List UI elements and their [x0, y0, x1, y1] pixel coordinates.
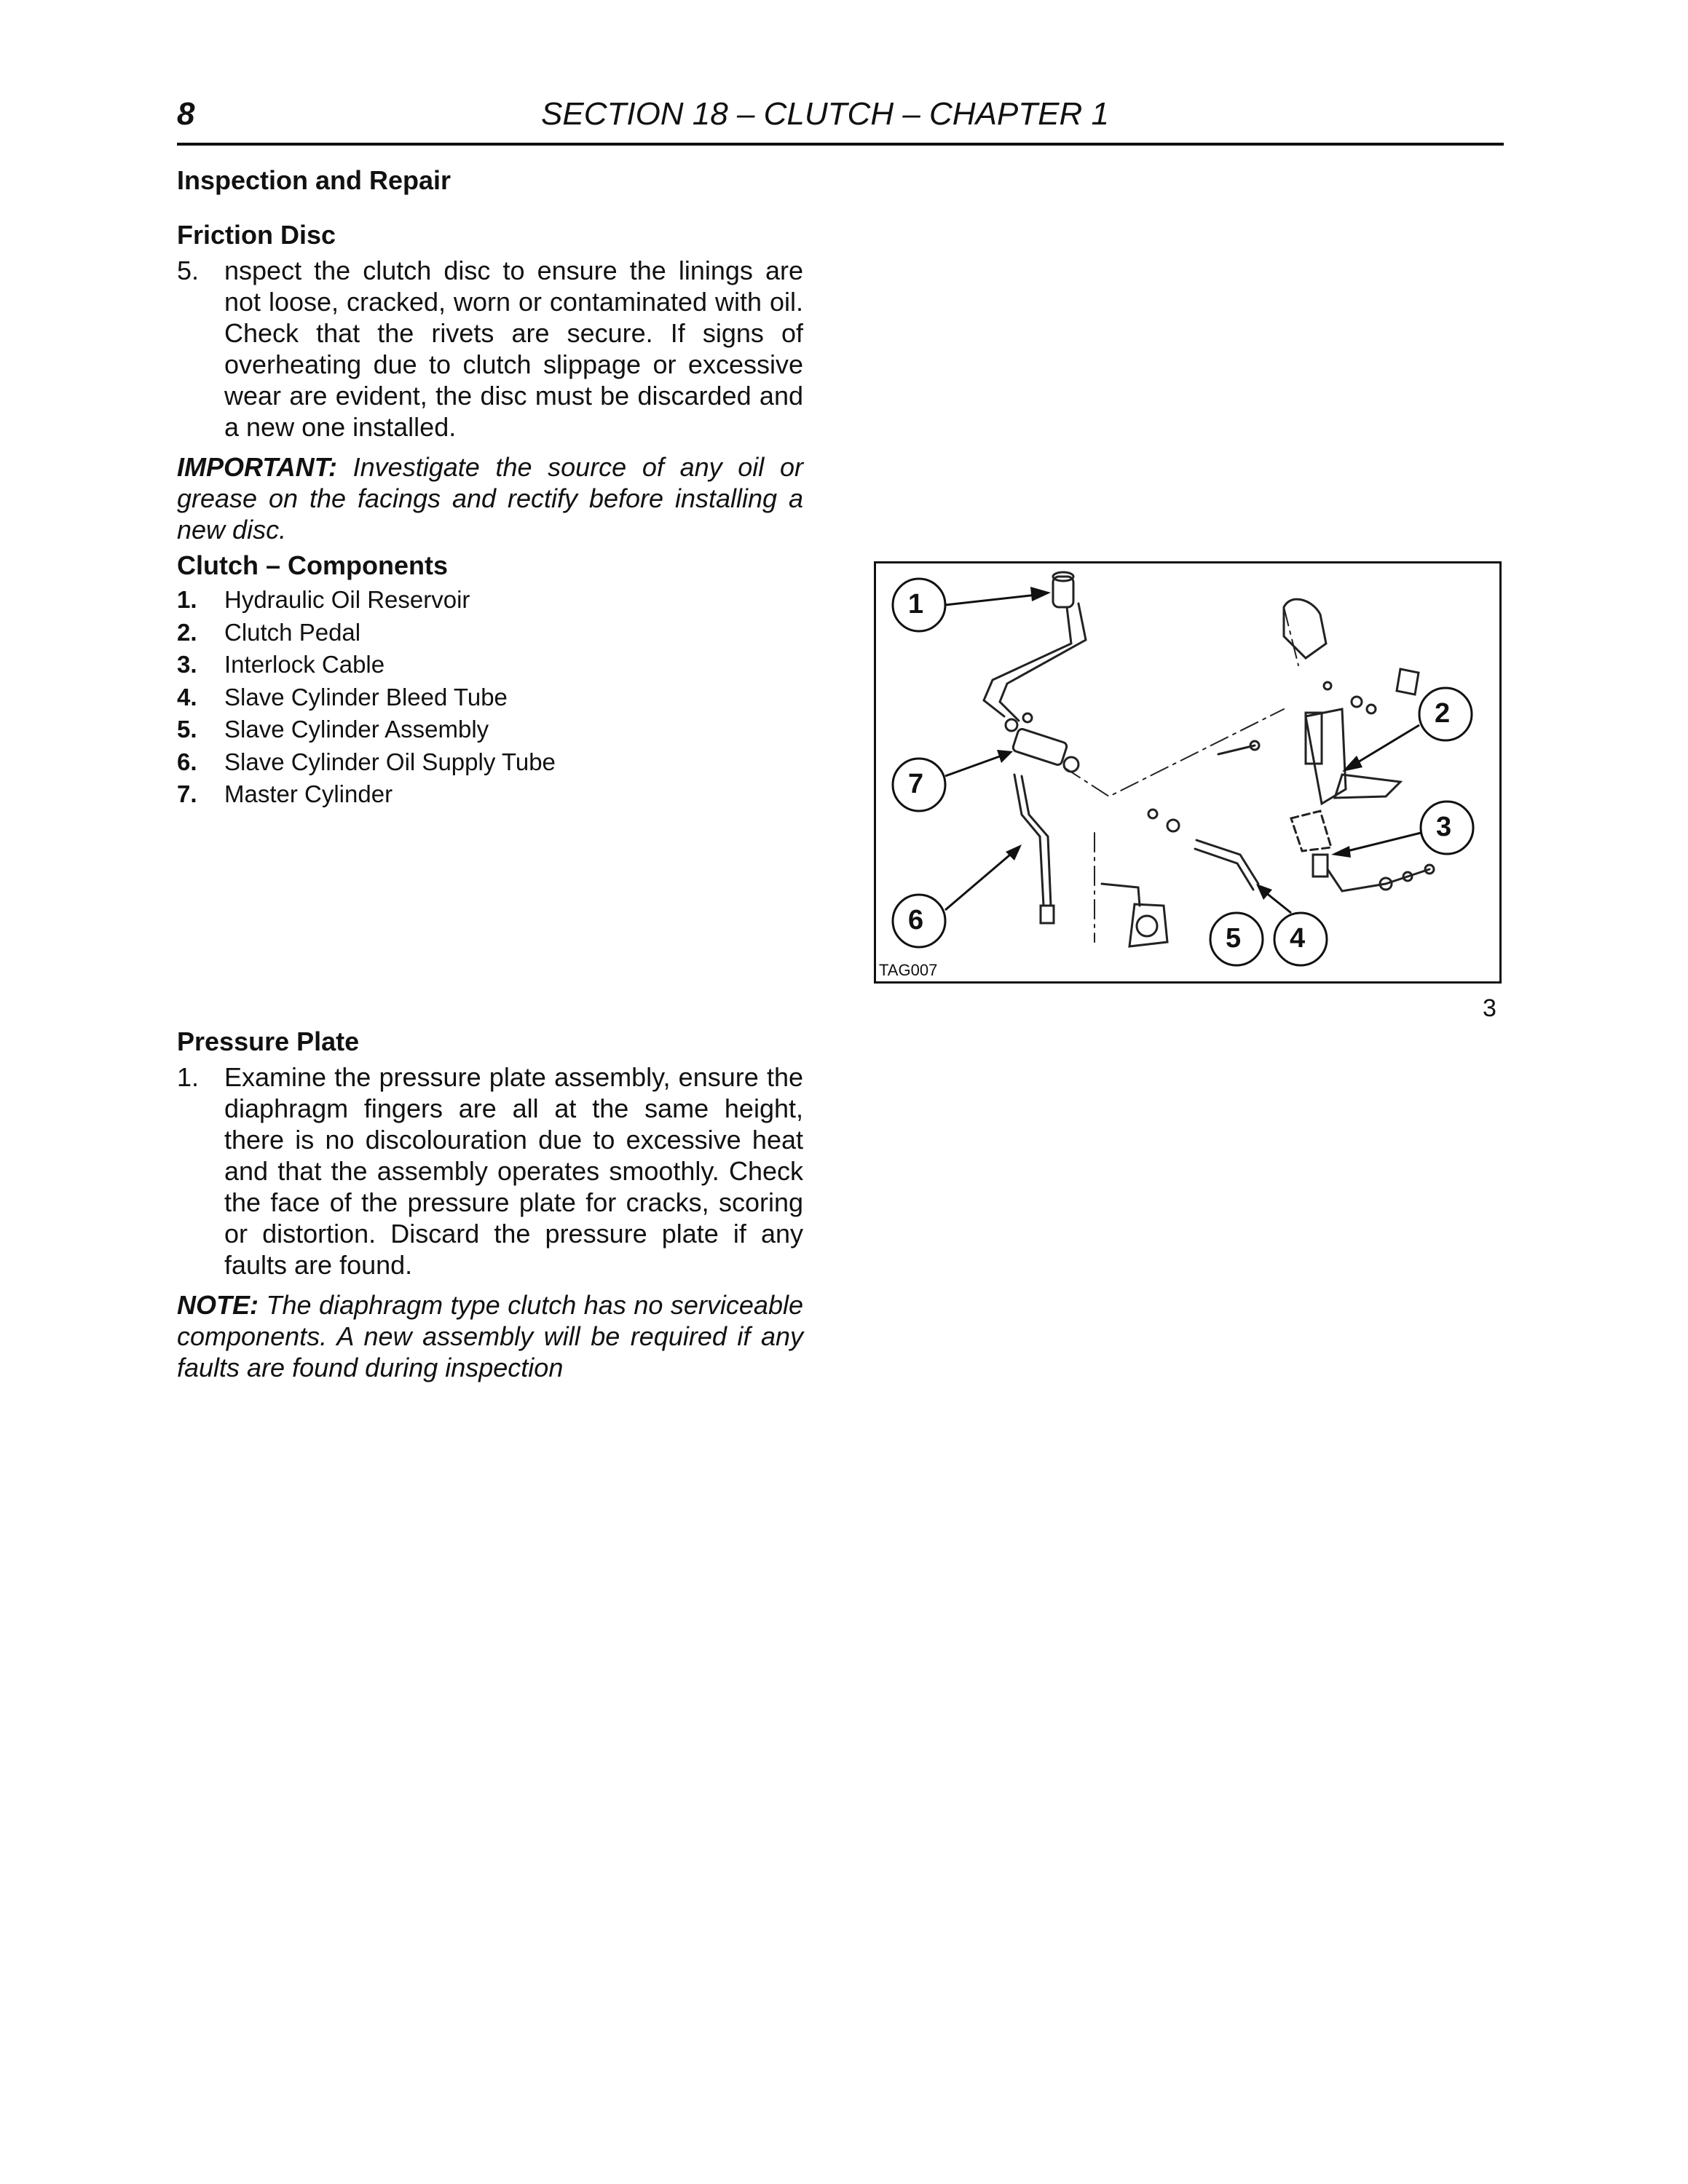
- important-label: IMPORTANT:: [177, 452, 337, 482]
- clutch-diagram-drawing: [876, 563, 1499, 981]
- list-item: 2. Clutch Pedal: [177, 618, 361, 646]
- section-title: SECTION 18 – CLUTCH – CHAPTER 1: [541, 96, 1109, 132]
- pressure-plate-step: [177, 1061, 803, 1281]
- clutch-components-figure: [874, 561, 1502, 984]
- callout-4: 4: [1290, 923, 1306, 954]
- callout-7: 7: [908, 769, 924, 799]
- page-header: [177, 90, 1504, 146]
- friction-disc-step: [177, 255, 803, 443]
- note-text: The diaphragm type clutch has no serviceable components. A new assembly will be required if any faults are found during inspection: [177, 1290, 803, 1382]
- figure-number: 3: [1483, 994, 1496, 1022]
- friction-disc-heading: Friction Disc: [177, 220, 336, 250]
- page-number: 8: [177, 96, 195, 132]
- step-number: 5.: [177, 256, 200, 285]
- list-item: 5. Slave Cylinder Assembly: [177, 716, 489, 743]
- step-number: 1.: [177, 1062, 200, 1092]
- important-text: Investigate the source of any oil or grease on the facings and rectify before installing a new disc.: [177, 452, 803, 545]
- list-item: 4. Slave Cylinder Bleed Tube: [177, 683, 508, 711]
- left-column-bottom: [177, 1026, 803, 1383]
- step-text: nspect the clutch disc to ensure the linings are not loose, cracked, worn or contaminated with oil. Check that the rivets are secure. If signs of overheating due to clutch slippage or excessive wear are evident, the disc must be discarded and a new one installed.: [224, 256, 803, 442]
- components-list: [177, 584, 803, 811]
- callout-1: 1: [908, 589, 924, 620]
- callout-3: 3: [1436, 812, 1452, 842]
- list-item: 6. Slave Cylinder Oil Supply Tube: [177, 748, 556, 775]
- components-heading: Clutch – Components: [177, 550, 449, 580]
- pressure-plate-heading: Pressure Plate: [177, 1026, 360, 1056]
- callout-2: 2: [1435, 698, 1451, 729]
- list-item: 7. Master Cylinder: [177, 780, 393, 807]
- important-note: [177, 451, 803, 545]
- inspection-heading: Inspection and Repair: [177, 165, 451, 195]
- callout-5: 5: [1226, 923, 1242, 954]
- step-text: Examine the pressure plate assembly, ensure the diaphragm fingers are all at the same height, there is no discolouration due to excessive heat and that the assembly operates smoothly. Check the face of the pressure plate for cracks, scoring or distortion. Discard the pressure plate if any faults are found.: [224, 1062, 803, 1280]
- note-label: NOTE:: [177, 1290, 259, 1320]
- figure-code: TAG007: [879, 961, 938, 979]
- note: [177, 1289, 803, 1383]
- list-item: 1. Hydraulic Oil Reservoir: [177, 586, 470, 613]
- callout-6: 6: [908, 905, 924, 935]
- left-column-top: [177, 165, 803, 811]
- list-item: 3. Interlock Cable: [177, 651, 385, 678]
